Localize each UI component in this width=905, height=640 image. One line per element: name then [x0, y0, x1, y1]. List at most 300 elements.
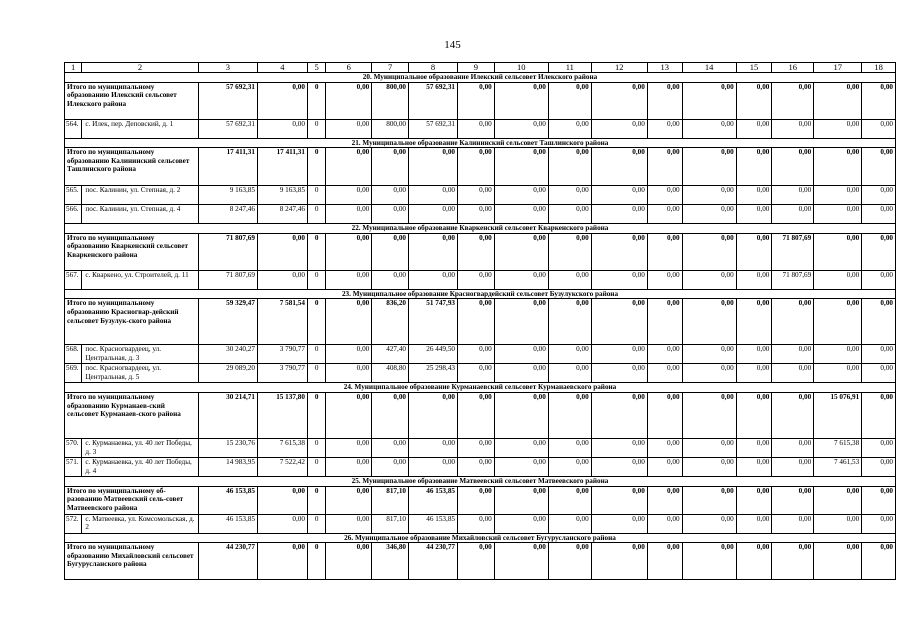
- value-cell: 57 692,31: [409, 119, 458, 138]
- value-cell: 0,00: [591, 345, 647, 364]
- section-title-row: [65, 383, 896, 393]
- total-value-cell: 817,10: [372, 486, 409, 514]
- total-value-cell: 15 137,80: [257, 392, 307, 438]
- table-row: [65, 205, 896, 224]
- value-cell: 0,00: [494, 364, 548, 383]
- total-value-cell: 0,00: [736, 233, 772, 270]
- section-total-row: [65, 486, 896, 514]
- value-cell: 7 522,42: [257, 457, 307, 476]
- value-cell: 0,00: [494, 119, 548, 138]
- value-cell: 0,00: [458, 270, 495, 289]
- total-value-cell: 0,00: [647, 543, 682, 580]
- value-cell: 0: [307, 514, 325, 533]
- total-value-cell: 7 581,54: [257, 299, 307, 345]
- value-cell: 0,00: [409, 457, 458, 476]
- total-value-cell: 0,00: [494, 486, 548, 514]
- value-cell: 0,00: [862, 186, 896, 205]
- total-value-cell: 0,00: [647, 299, 682, 345]
- total-value-cell: 0,00: [326, 543, 372, 580]
- value-cell: 0,00: [458, 457, 495, 476]
- total-value-cell: 0,00: [409, 233, 458, 270]
- value-cell: 408,80: [372, 364, 409, 383]
- total-value-cell: 0,00: [326, 82, 372, 119]
- value-cell: 817,10: [372, 514, 409, 533]
- total-value-cell: 0,00: [548, 148, 591, 186]
- value-cell: 0,00: [772, 457, 814, 476]
- total-value-cell: 0,00: [409, 392, 458, 438]
- column-number-cell: 13: [647, 63, 682, 73]
- value-cell: 0,00: [494, 186, 548, 205]
- value-cell: 0,00: [772, 186, 814, 205]
- value-cell: 0,00: [814, 514, 862, 533]
- value-cell: 71 807,69: [772, 270, 814, 289]
- value-cell: 0,00: [736, 186, 772, 205]
- column-number-cell: 17: [814, 63, 862, 73]
- value-cell: 0,00: [814, 345, 862, 364]
- table-row: [65, 345, 896, 364]
- value-cell: 0,00: [814, 364, 862, 383]
- value-cell: 0: [307, 438, 325, 457]
- value-cell: 0: [307, 186, 325, 205]
- value-cell: 0,00: [647, 270, 682, 289]
- total-value-cell: 0,00: [814, 148, 862, 186]
- total-value-cell: 0,00: [772, 543, 814, 580]
- total-value-cell: 0,00: [372, 392, 409, 438]
- total-value-cell: 0,00: [736, 148, 772, 186]
- value-cell: 26 449,50: [409, 345, 458, 364]
- value-cell: 0,00: [548, 364, 591, 383]
- value-cell: 0,00: [591, 438, 647, 457]
- value-cell: 0,00: [548, 205, 591, 224]
- value-cell: 0,00: [647, 205, 682, 224]
- value-cell: 0,00: [372, 186, 409, 205]
- total-value-cell: 59 329,47: [198, 299, 257, 345]
- total-row-label: Итого по муниципальному образованию Кваркенский сельсовет Кваркенского района: [65, 233, 199, 270]
- total-value-cell: 0,00: [814, 82, 862, 119]
- value-cell: 0,00: [682, 438, 736, 457]
- column-number-cell: 16: [772, 63, 814, 73]
- total-value-cell: 0,00: [862, 299, 896, 345]
- total-value-cell: 0,00: [548, 82, 591, 119]
- value-cell: 800,00: [372, 119, 409, 138]
- value-cell: 0,00: [326, 457, 372, 476]
- table-row: [65, 457, 896, 476]
- column-number-cell: 5: [307, 63, 325, 73]
- value-cell: 3 790,77: [257, 345, 307, 364]
- value-cell: 0,00: [494, 270, 548, 289]
- value-cell: 0,00: [372, 457, 409, 476]
- total-value-cell: 0,00: [862, 148, 896, 186]
- total-value-cell: 0: [307, 233, 325, 270]
- value-cell: 0,00: [326, 345, 372, 364]
- table-row: [65, 270, 896, 289]
- total-value-cell: 17 411,31: [257, 148, 307, 186]
- table-row: [65, 364, 896, 383]
- value-cell: 0,00: [682, 514, 736, 533]
- value-cell: 57 692,31: [198, 119, 257, 138]
- total-value-cell: 57 692,31: [198, 82, 257, 119]
- total-value-cell: 0: [307, 82, 325, 119]
- total-value-cell: 0,00: [257, 233, 307, 270]
- total-value-cell: 0,00: [862, 82, 896, 119]
- value-cell: 0,00: [647, 345, 682, 364]
- building-address: с. Матвеевка, ул. Комсомольская, д. 2: [82, 514, 198, 533]
- value-cell: 0,00: [494, 438, 548, 457]
- total-row-label: Итого по муниципальному образованию Курманаев-ский сельсовет Курманаев-ского района: [65, 392, 199, 438]
- total-value-cell: 0,00: [682, 543, 736, 580]
- total-value-cell: 0,00: [736, 392, 772, 438]
- value-cell: 0,00: [736, 514, 772, 533]
- total-value-cell: 0,00: [409, 148, 458, 186]
- value-cell: 0,00: [372, 270, 409, 289]
- column-number-cell: 2: [82, 63, 198, 73]
- section-total-row: [65, 299, 896, 345]
- value-cell: 3 790,77: [257, 364, 307, 383]
- value-cell: 0,00: [814, 119, 862, 138]
- column-number-cell: 7: [372, 63, 409, 73]
- building-address: пос. Красногвардеец, ул. Центральная, д. 3: [82, 345, 198, 364]
- section-title-row: [65, 73, 896, 83]
- value-cell: 0,00: [772, 514, 814, 533]
- total-row-label: Итого по муниципальному образованию Илекский сельсовет Илекского района: [65, 82, 199, 119]
- value-cell: 0,00: [647, 119, 682, 138]
- value-cell: 0,00: [409, 186, 458, 205]
- building-address: с. Курманаевка, ул. 40 лет Победы, д. 4: [82, 457, 198, 476]
- total-value-cell: 0,00: [494, 148, 548, 186]
- value-cell: 46 153,85: [409, 514, 458, 533]
- total-value-cell: 0,00: [458, 299, 495, 345]
- value-cell: 0,00: [548, 345, 591, 364]
- table-row: [65, 514, 896, 533]
- building-address: пос. Калинин, ул. Степная, д. 4: [82, 205, 198, 224]
- total-value-cell: 0,00: [494, 392, 548, 438]
- total-value-cell: 0,00: [494, 543, 548, 580]
- value-cell: 0,00: [494, 345, 548, 364]
- column-number-cell: 11: [548, 63, 591, 73]
- row-number: 570.: [65, 438, 82, 457]
- value-cell: 0,00: [257, 119, 307, 138]
- value-cell: 0,00: [409, 438, 458, 457]
- table-row: [65, 186, 896, 205]
- total-value-cell: 17 411,31: [198, 148, 257, 186]
- value-cell: 0,00: [736, 438, 772, 457]
- value-cell: 0,00: [326, 514, 372, 533]
- value-cell: 0,00: [682, 270, 736, 289]
- value-cell: 0,00: [736, 345, 772, 364]
- total-value-cell: 30 214,71: [198, 392, 257, 438]
- value-cell: 0,00: [326, 270, 372, 289]
- value-cell: 0,00: [458, 514, 495, 533]
- value-cell: 0,00: [682, 345, 736, 364]
- value-cell: 0,00: [591, 364, 647, 383]
- value-cell: 0,00: [409, 205, 458, 224]
- total-value-cell: 0,00: [682, 148, 736, 186]
- total-value-cell: 0: [307, 486, 325, 514]
- value-cell: 0: [307, 345, 325, 364]
- total-value-cell: 46 153,85: [198, 486, 257, 514]
- section-title-row: [65, 138, 896, 148]
- value-cell: 0,00: [862, 457, 896, 476]
- value-cell: 0,00: [591, 514, 647, 533]
- column-number-cell: 4: [257, 63, 307, 73]
- total-value-cell: 0,00: [458, 148, 495, 186]
- value-cell: 0,00: [647, 438, 682, 457]
- total-value-cell: 44 230,77: [409, 543, 458, 580]
- section-total-row: [65, 233, 896, 270]
- value-cell: 0,00: [772, 438, 814, 457]
- total-value-cell: 0,00: [682, 82, 736, 119]
- value-cell: 0,00: [772, 364, 814, 383]
- value-cell: 0,00: [548, 186, 591, 205]
- value-cell: 0,00: [682, 457, 736, 476]
- value-cell: 0,00: [591, 119, 647, 138]
- total-value-cell: 0,00: [736, 486, 772, 514]
- value-cell: 0,00: [647, 457, 682, 476]
- section-total-row: [65, 82, 896, 119]
- total-value-cell: 0,00: [772, 486, 814, 514]
- value-cell: 0,00: [736, 205, 772, 224]
- total-value-cell: 0,00: [494, 82, 548, 119]
- section-title: 22. Муниципальное образование Кваркенский сельсовет Кваркенского района: [65, 224, 896, 234]
- total-value-cell: 0,00: [772, 148, 814, 186]
- total-value-cell: 0,00: [257, 486, 307, 514]
- total-value-cell: 0,00: [591, 486, 647, 514]
- total-value-cell: 0,00: [326, 233, 372, 270]
- value-cell: 0,00: [682, 186, 736, 205]
- value-cell: 0,00: [326, 438, 372, 457]
- total-value-cell: 0,00: [736, 543, 772, 580]
- row-number: 571.: [65, 457, 82, 476]
- total-value-cell: 0,00: [458, 82, 495, 119]
- value-cell: 0,00: [814, 205, 862, 224]
- total-value-cell: 0,00: [772, 299, 814, 345]
- row-number: 569.: [65, 364, 82, 383]
- value-cell: 0,00: [326, 119, 372, 138]
- total-value-cell: 0,00: [647, 392, 682, 438]
- total-value-cell: 0,00: [372, 233, 409, 270]
- value-cell: 0,00: [591, 205, 647, 224]
- total-value-cell: 51 747,93: [409, 299, 458, 345]
- total-value-cell: 346,80: [372, 543, 409, 580]
- section-title: 20. Муниципальное образование Илекский сельсовет Илекского района: [65, 73, 896, 83]
- value-cell: 0,00: [682, 205, 736, 224]
- value-cell: 0,00: [458, 438, 495, 457]
- housing-register-table: [64, 62, 896, 580]
- total-row-label: Итого по муниципальному образованию Михайловский сельсовет Бугурусланского района: [65, 543, 199, 580]
- column-number-cell: 12: [591, 63, 647, 73]
- value-cell: 0,00: [458, 119, 495, 138]
- row-number: 568.: [65, 345, 82, 364]
- total-value-cell: 0,00: [682, 486, 736, 514]
- value-cell: 0,00: [862, 270, 896, 289]
- section-total-row: [65, 392, 896, 438]
- total-value-cell: 0,00: [494, 233, 548, 270]
- value-cell: 0,00: [647, 514, 682, 533]
- value-cell: 8 247,46: [198, 205, 257, 224]
- value-cell: 0,00: [647, 186, 682, 205]
- value-cell: 0,00: [862, 438, 896, 457]
- value-cell: 0,00: [326, 205, 372, 224]
- value-cell: 0,00: [772, 119, 814, 138]
- total-value-cell: 0,00: [548, 486, 591, 514]
- value-cell: 46 153,85: [198, 514, 257, 533]
- column-number-cell: 14: [682, 63, 736, 73]
- total-row-label: Итого по муниципальному образованию Красногвар-дейский сельсовет Бузулук-ского района: [65, 299, 199, 345]
- total-value-cell: 71 807,69: [772, 233, 814, 270]
- value-cell: 15 230,76: [198, 438, 257, 457]
- value-cell: 0,00: [458, 364, 495, 383]
- total-value-cell: 800,00: [372, 82, 409, 119]
- total-value-cell: 0,00: [326, 299, 372, 345]
- value-cell: 0,00: [736, 364, 772, 383]
- column-number-cell: 3: [198, 63, 257, 73]
- value-cell: 0,00: [372, 438, 409, 457]
- section-total-row: [65, 543, 896, 580]
- value-cell: 30 240,27: [198, 345, 257, 364]
- total-value-cell: 0,00: [458, 392, 495, 438]
- total-value-cell: 0,00: [862, 233, 896, 270]
- total-value-cell: 0,00: [548, 392, 591, 438]
- value-cell: 0: [307, 270, 325, 289]
- total-value-cell: 0,00: [372, 148, 409, 186]
- value-cell: 0,00: [257, 514, 307, 533]
- total-value-cell: 44 230,77: [198, 543, 257, 580]
- value-cell: 0,00: [814, 270, 862, 289]
- total-value-cell: 0,00: [257, 82, 307, 119]
- total-value-cell: 0,00: [862, 543, 896, 580]
- value-cell: 8 247,46: [257, 205, 307, 224]
- total-value-cell: 15 076,91: [814, 392, 862, 438]
- total-value-cell: 0,00: [458, 233, 495, 270]
- column-number-cell: 1: [65, 63, 82, 73]
- value-cell: 0,00: [772, 345, 814, 364]
- section-title: 25. Муниципальное образование Матвеевский сельсовет Матвеевского района: [65, 476, 896, 486]
- value-cell: 0: [307, 119, 325, 138]
- building-address: с. Кваркено, ул. Строителей, д. 11: [82, 270, 198, 289]
- building-address: с. Илек, пер. Деповский, д. 1: [82, 119, 198, 138]
- column-number-cell: 15: [736, 63, 772, 73]
- total-value-cell: 0,00: [458, 543, 495, 580]
- total-value-cell: 0,00: [647, 233, 682, 270]
- value-cell: 7 461,53: [814, 457, 862, 476]
- value-cell: 0,00: [494, 457, 548, 476]
- column-number-cell: 10: [494, 63, 548, 73]
- value-cell: 14 983,95: [198, 457, 257, 476]
- total-value-cell: 0,00: [736, 299, 772, 345]
- value-cell: 0,00: [736, 457, 772, 476]
- table-row: [65, 119, 896, 138]
- total-value-cell: 0,00: [591, 299, 647, 345]
- section-title-row: [65, 533, 896, 543]
- section-title: 26. Муниципальное образование Михайловский сельсовет Бугурусланского района: [65, 533, 896, 543]
- total-value-cell: 0,00: [494, 299, 548, 345]
- total-value-cell: 0,00: [591, 392, 647, 438]
- total-value-cell: 0,00: [591, 233, 647, 270]
- value-cell: 9 163,85: [257, 186, 307, 205]
- row-number: 565.: [65, 186, 82, 205]
- section-title: 23. Муниципальное образование Красногвардейский сельсовет Бузулукского района: [65, 289, 896, 299]
- total-value-cell: 0,00: [814, 543, 862, 580]
- value-cell: 0,00: [647, 364, 682, 383]
- total-value-cell: 0,00: [548, 233, 591, 270]
- section-title: 21. Муниципальное образование Калининский сельсовет Ташлинского района: [65, 138, 896, 148]
- total-value-cell: 0,00: [548, 543, 591, 580]
- value-cell: 0,00: [548, 457, 591, 476]
- value-cell: 0,00: [814, 186, 862, 205]
- value-cell: 0,00: [548, 119, 591, 138]
- value-cell: 0: [307, 457, 325, 476]
- total-value-cell: 0,00: [591, 148, 647, 186]
- section-title: 24. Муниципальное образование Курманаевский сельсовет Курманаевского района: [65, 383, 896, 393]
- value-cell: 0,00: [862, 119, 896, 138]
- value-cell: 0,00: [494, 205, 548, 224]
- value-cell: 0,00: [494, 514, 548, 533]
- total-value-cell: 0,00: [682, 233, 736, 270]
- total-value-cell: 836,20: [372, 299, 409, 345]
- value-cell: 0,00: [548, 514, 591, 533]
- value-cell: 0,00: [862, 345, 896, 364]
- total-value-cell: 0,00: [814, 233, 862, 270]
- value-cell: 7 615,38: [814, 438, 862, 457]
- total-value-cell: 0,00: [326, 392, 372, 438]
- total-value-cell: 0,00: [591, 543, 647, 580]
- building-address: пос. Красногвардеец, ул. Центральная, д. 5: [82, 364, 198, 383]
- total-value-cell: 0,00: [458, 486, 495, 514]
- total-value-cell: 0,00: [682, 392, 736, 438]
- value-cell: 0,00: [372, 205, 409, 224]
- building-address: с. Курманаевка, ул. 40 лет Победы, д. 3: [82, 438, 198, 457]
- total-value-cell: 0,00: [772, 82, 814, 119]
- column-number-cell: 8: [409, 63, 458, 73]
- total-value-cell: 0,00: [647, 486, 682, 514]
- total-value-cell: 0,00: [257, 543, 307, 580]
- value-cell: 0,00: [458, 205, 495, 224]
- row-number: 572.: [65, 514, 82, 533]
- column-number-row: [65, 63, 896, 73]
- value-cell: 0,00: [736, 119, 772, 138]
- value-cell: 0,00: [548, 270, 591, 289]
- value-cell: 0,00: [736, 270, 772, 289]
- total-value-cell: 0: [307, 299, 325, 345]
- section-total-row: [65, 148, 896, 186]
- table-row: [65, 438, 896, 457]
- total-value-cell: 0,00: [736, 82, 772, 119]
- value-cell: 0,00: [326, 364, 372, 383]
- value-cell: 0,00: [591, 186, 647, 205]
- row-number: 564.: [65, 119, 82, 138]
- total-value-cell: 71 807,69: [198, 233, 257, 270]
- value-cell: 0: [307, 364, 325, 383]
- value-cell: 0,00: [257, 270, 307, 289]
- column-number-cell: 9: [458, 63, 495, 73]
- value-cell: 9 163,85: [198, 186, 257, 205]
- value-cell: 427,40: [372, 345, 409, 364]
- value-cell: 0,00: [458, 186, 495, 205]
- value-cell: 25 298,43: [409, 364, 458, 383]
- total-value-cell: 0,00: [814, 486, 862, 514]
- section-title-row: [65, 476, 896, 486]
- section-title-row: [65, 289, 896, 299]
- total-value-cell: 0: [307, 148, 325, 186]
- row-number: 567.: [65, 270, 82, 289]
- total-value-cell: 46 153,85: [409, 486, 458, 514]
- column-number-cell: 18: [862, 63, 896, 73]
- value-cell: 0,00: [458, 345, 495, 364]
- value-cell: 29 089,20: [198, 364, 257, 383]
- row-number: 566.: [65, 205, 82, 224]
- value-cell: 0: [307, 205, 325, 224]
- total-value-cell: 0,00: [647, 148, 682, 186]
